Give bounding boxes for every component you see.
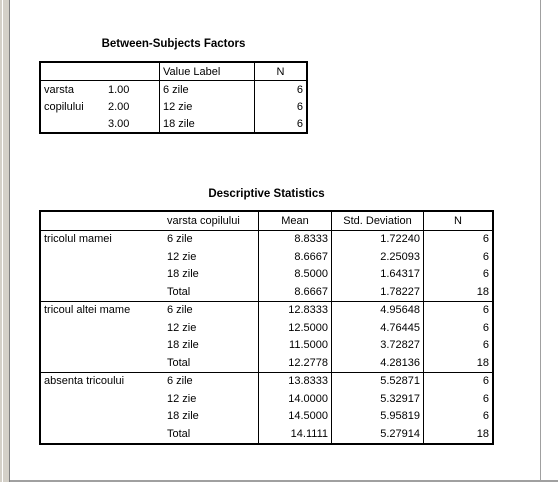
level-label: Total (164, 283, 259, 301)
factor-value: 1.00 (105, 81, 160, 99)
n-header: N (424, 211, 494, 230)
table-row (40, 81, 307, 99)
table-row (40, 115, 307, 133)
level-label: 12 zie (164, 390, 259, 408)
dependent-variable-blank (40, 390, 164, 408)
sd-value: 1.64317 (332, 266, 424, 284)
sd-value: 5.95819 (332, 408, 424, 426)
table-row (40, 390, 493, 408)
dependent-variable-blank (40, 337, 164, 355)
level-label: 18 zile (164, 266, 259, 284)
table-row (40, 283, 493, 301)
level-label: 12 zie (164, 248, 259, 266)
sd-value: 4.28136 (332, 354, 424, 372)
dv-header-cell (40, 211, 164, 230)
value-label-header: Value Label (160, 62, 255, 81)
table-header-row (40, 211, 493, 230)
between-subjects-title: Between-Subjects Factors (101, 38, 246, 50)
mean-value: 8.6667 (259, 248, 332, 266)
level-label: 6 zile (164, 230, 259, 248)
level-label: 12 zie (164, 319, 259, 337)
n-value: 6 (482, 410, 489, 423)
factor-value: 2.00 (105, 98, 160, 115)
dependent-variable-blank (40, 283, 164, 301)
level-label: 18 zile (164, 337, 259, 355)
table-row (40, 266, 493, 284)
dependent-variable-blank (40, 425, 164, 444)
n-value: 6 (482, 375, 489, 388)
n-value: 6 (482, 250, 489, 263)
table-header-row (40, 62, 307, 81)
level-label: 6 zile (164, 372, 259, 390)
table-row (40, 372, 493, 390)
mean-header: Mean (259, 211, 332, 230)
n-value: 6 (482, 233, 489, 246)
n-value: 6 (296, 117, 303, 130)
sd-value: 5.52871 (332, 372, 424, 390)
dependent-variable-blank (40, 408, 164, 426)
descriptive-table (39, 210, 494, 445)
factor-name-blank (40, 115, 105, 133)
n-value: 6 (296, 83, 303, 96)
between-subjects-table (39, 61, 308, 134)
mean-value: 14.1111 (259, 425, 332, 444)
mean-value: 13.8333 (259, 372, 332, 390)
mean-value: 12.5000 (259, 319, 332, 337)
factor-name: varsta (44, 83, 74, 96)
level-label: 6 zile (164, 301, 259, 319)
dependent-variable-blank (40, 319, 164, 337)
mean-value: 8.6667 (259, 283, 332, 301)
n-value: 6 (482, 339, 489, 352)
table-row (40, 354, 493, 372)
mean-value: 8.8333 (259, 230, 332, 248)
level-label: Total (164, 354, 259, 372)
dependent-variable-blank (40, 354, 164, 372)
factor-value: 3.00 (105, 115, 160, 133)
value-label: 12 zie (160, 98, 255, 115)
sd-value: 1.78227 (332, 283, 424, 301)
table-row (40, 98, 307, 115)
level-label: Total (164, 425, 259, 444)
table-row (40, 248, 493, 266)
table-row (40, 319, 493, 337)
sd-header: Std. Deviation (332, 211, 424, 230)
descriptive-title: Descriptive Statistics (208, 188, 325, 200)
n-value: 18 (476, 427, 489, 440)
table-row (40, 230, 493, 248)
mean-value: 12.2778 (259, 354, 332, 372)
dependent-variable: tricoul altei mame (44, 304, 131, 317)
table-row (40, 425, 493, 444)
table-row (40, 408, 493, 426)
factor-header: varsta copilului (164, 211, 259, 230)
level-label: 18 zile (164, 408, 259, 426)
output-margin (541, 0, 558, 482)
table-row (40, 337, 493, 355)
mean-value: 14.5000 (259, 408, 332, 426)
mean-value: 12.8333 (259, 301, 332, 319)
n-value: 6 (296, 100, 303, 113)
n-value: 6 (482, 321, 489, 334)
value-label: 6 zile (160, 81, 255, 99)
n-value: 18 (424, 354, 494, 372)
sd-value: 4.95648 (332, 301, 424, 319)
n-header: N (255, 62, 308, 81)
dependent-variable: tricolul mamei (44, 233, 112, 246)
dependent-variable: absenta tricoului (44, 375, 125, 388)
mean-value: 11.5000 (259, 337, 332, 355)
sd-value: 4.76445 (332, 319, 424, 337)
dependent-variable-blank (40, 248, 164, 266)
sd-value: 5.32917 (332, 390, 424, 408)
n-value: 18 (424, 283, 494, 301)
table-row (40, 301, 493, 319)
n-value: 6 (482, 392, 489, 405)
sd-value: 1.72240 (332, 230, 424, 248)
sd-value: 2.25093 (332, 248, 424, 266)
value-header-cell (105, 62, 160, 81)
window-left-edge (0, 0, 10, 482)
mean-value: 8.5000 (259, 266, 332, 284)
n-value: 6 (482, 304, 489, 317)
value-label: 18 zile (160, 115, 255, 133)
factor-header-cell (40, 62, 105, 81)
factor-name: copilului (44, 100, 84, 113)
sd-value: 5.27914 (332, 425, 424, 444)
mean-value: 14.0000 (259, 390, 332, 408)
n-value: 6 (482, 268, 489, 281)
sd-value: 3.72827 (332, 337, 424, 355)
dependent-variable-blank (40, 266, 164, 284)
